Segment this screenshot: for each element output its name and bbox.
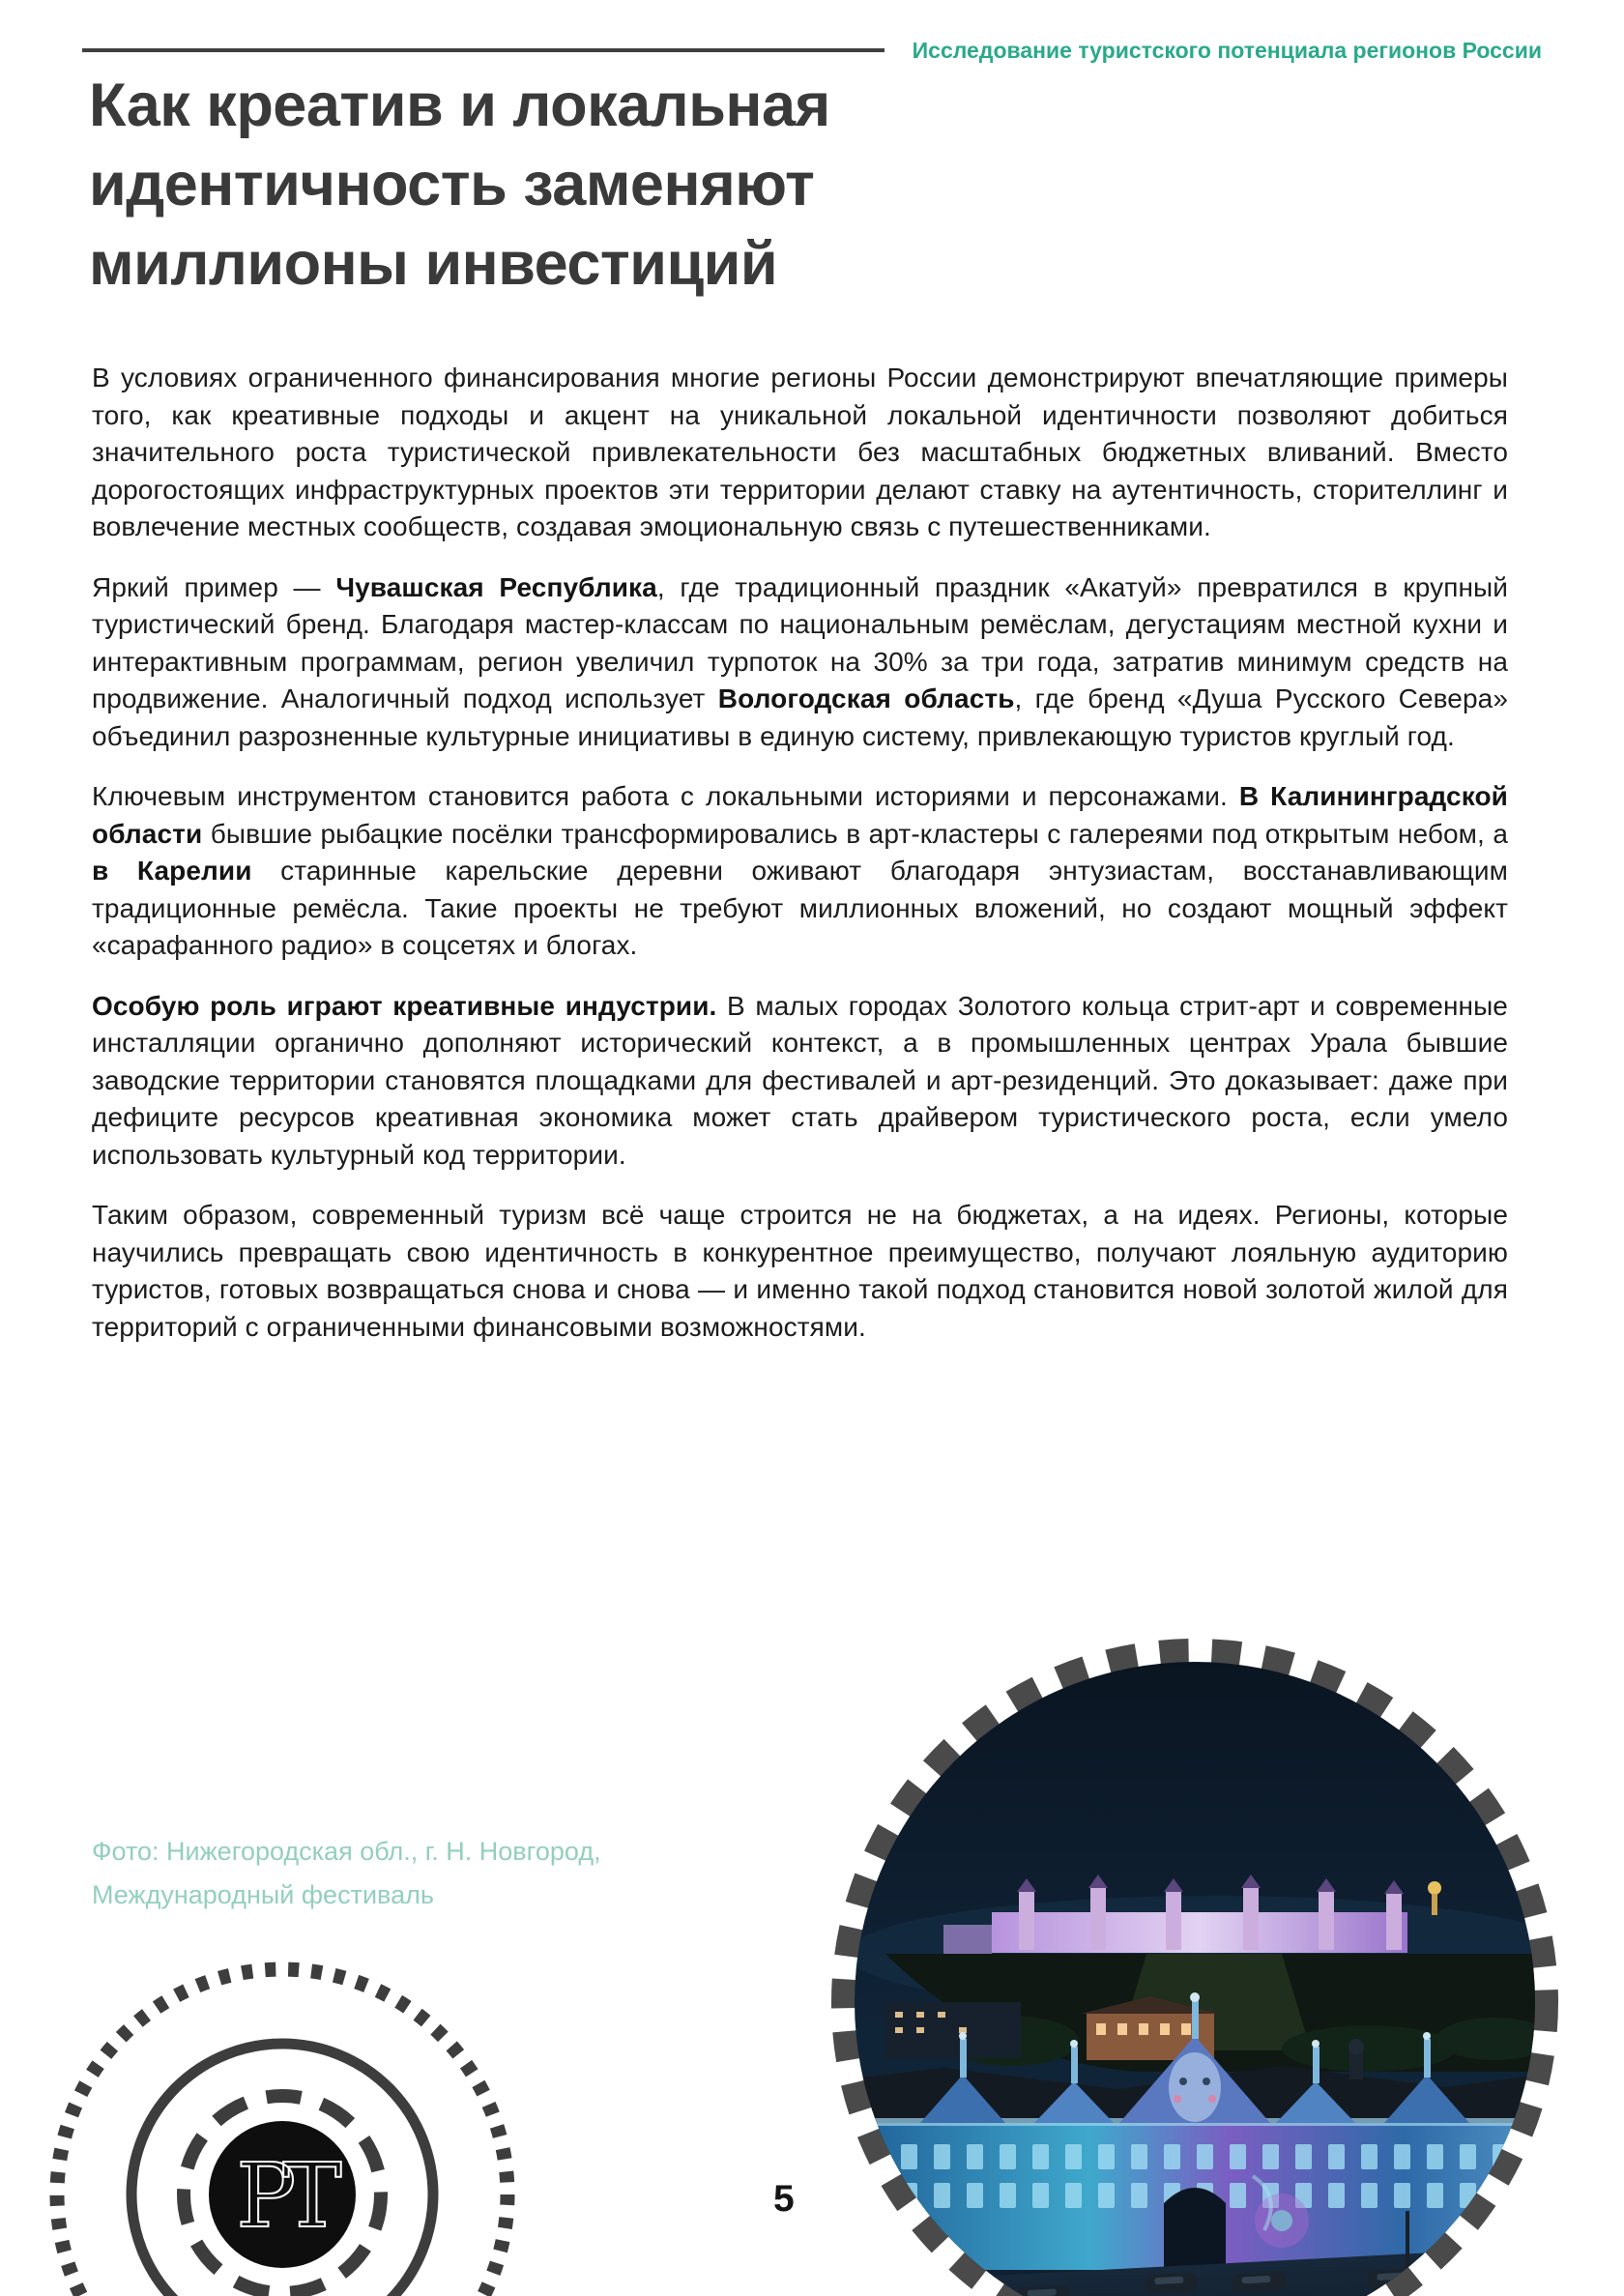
logo-roundel bbox=[41, 1953, 524, 2296]
text-segment: В условиях ограниченного финансирования многие регионы России демонстрируют впечатляющие примеры того, как креативные подходы и акцент на уникальной локальной идентичности позволяют добиться значительного роста туристической привлекательности без масштабных бюджетных вливаний. Вместо дорогостоящих инфраструктурных проектов эти территории делают ставку на аутентичность, сторителлинг и вовлечение местных сообществ, создавая эмоциональную связь с путешественниками. bbox=[92, 363, 1508, 541]
text-segment: Яркий пример — bbox=[92, 571, 336, 602]
photo-caption-line: Фото: Нижегородская обл., г. Н. Новгород, bbox=[92, 1837, 601, 1866]
text-segment: старинные карельские деревни оживают благодаря энтузиастам, восстанавливающим традиционные ремёсла. Такие проекты не требуют миллионных вложений, но создают мощный эффект «сарафанного радио» в соцсетях и блогах. bbox=[92, 856, 1508, 960]
bold-text-segment: в Карелии bbox=[92, 856, 252, 886]
paragraph bbox=[92, 1197, 1508, 1346]
paragraph bbox=[92, 988, 1508, 1175]
page-title-line: Как креатив и локальная bbox=[89, 72, 830, 139]
page-title-line: идентичность заменяют bbox=[89, 151, 815, 218]
festival-photo-graphic bbox=[827, 1635, 1562, 2296]
night-cityscape bbox=[827, 1635, 1562, 2296]
bold-text-segment: Чувашская Республика bbox=[335, 571, 657, 602]
text-segment: Таким образом, современный туризм всё чаще строится не на бюджетах, а на идеях. Регионы, которые научились превращать свою идентичность в конкурентное преимущество, получают лояльную аудиторию туристов, готовых возвращаться снова и снова — и именно такой подход становится новой золотой жилой для территорий с ограниченными финансовыми возможностями. bbox=[92, 1200, 1508, 1342]
logo-monogram: РТ bbox=[236, 2144, 329, 2248]
page-title-line: миллионы инвестиций bbox=[89, 230, 778, 298]
festival-photo bbox=[827, 1635, 1562, 2296]
bold-text-segment: Особую роль играют креативные индустрии. bbox=[92, 990, 717, 1021]
text-segment: бывшие рыбацкие посёлки трансформировались в арт-кластеры с галереями под открытым небом, а bbox=[202, 818, 1508, 849]
text-segment: Ключевым инструментом становится работа с локальными историями и персонажами. bbox=[92, 781, 1239, 811]
text-segment: , где традиционный праздник «Акатуй» превратился в крупный туристический бренд. Благодаря мастер-классам по национальным ремёслам, дегустациям местной кухни и интерактивным программам, регион увеличил турпоток на 30% за три года, затратив минимум средств на продвижение. Аналогичный подход использует bbox=[92, 571, 1508, 713]
bold-text-segment: В Калининградской области bbox=[92, 781, 1508, 849]
page-number: 5 bbox=[773, 2178, 795, 2220]
header-rule bbox=[82, 48, 884, 52]
paragraph bbox=[92, 778, 1508, 965]
logo-roundel-icon bbox=[41, 1953, 524, 2296]
paragraph bbox=[92, 569, 1508, 756]
article-paragraphs bbox=[92, 360, 1508, 1369]
paragraph bbox=[92, 360, 1508, 546]
photo-caption bbox=[92, 1830, 691, 1917]
photo-caption-line: Международный фестиваль bbox=[92, 1880, 434, 1909]
page-title bbox=[89, 66, 1520, 304]
header-kicker: Исследование туристского потенциала регионов России bbox=[912, 38, 1542, 63]
text-segment: , где бренд «Душа Русского Севера» объединил разрозненные культурные инициативы в единую систему, привлекающую туристов круглый год. bbox=[92, 683, 1508, 751]
text-segment: В малых городах Золотого кольца стрит-арт и современные инсталляции органично дополняют исторический контекст, а в промышленных центрах Урала бывшие заводские территории становятся площадками для фестивалей и арт-резиденций. Это доказывает: даже при дефиците ресурсов креативная экономика может стать драйвером туристического роста, если умело использовать культурный код территории. bbox=[92, 990, 1508, 1170]
bold-text-segment: Вологодская область bbox=[717, 683, 1015, 713]
